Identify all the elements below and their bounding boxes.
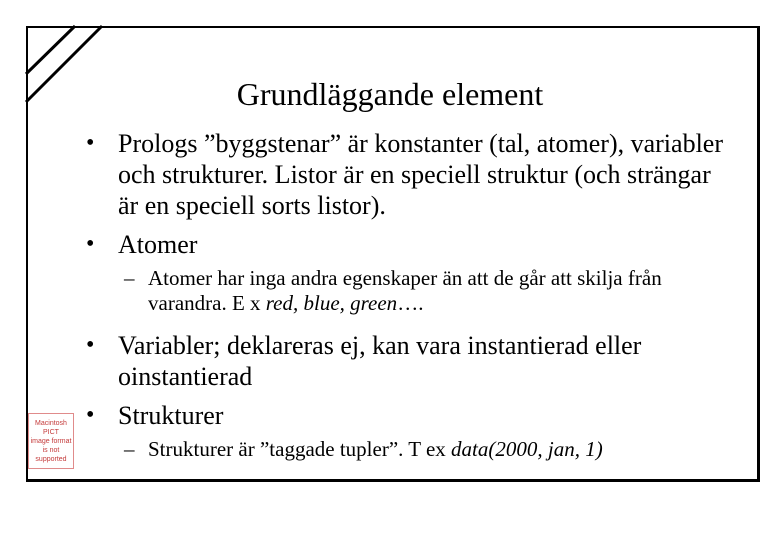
- slide-content: [86, 128, 726, 462]
- subbullet-atomer: [86, 266, 726, 316]
- subbullet-text: Strukturer är ”taggade tupler”. T ex: [148, 437, 452, 461]
- bullet-building-blocks: [86, 128, 726, 221]
- bullet-text: Strukturer: [118, 401, 224, 430]
- bullet-strukturer: [86, 400, 726, 431]
- subbullet-text: Atomer har inga andra egenskaper än att de går att skilja från varandra. E x: [148, 266, 662, 315]
- bullet-dot: •: [86, 130, 95, 156]
- subbullet-dash: –: [124, 266, 135, 290]
- subbullet-italic-example: data(2000, jan, 1): [451, 437, 603, 461]
- subbullet-strukturer: [86, 437, 726, 462]
- bullet-dot: •: [86, 231, 95, 257]
- bullet-atomer: [86, 229, 726, 260]
- bullet-dot: •: [86, 332, 95, 358]
- placeholder-line: image format: [30, 437, 72, 445]
- bullet-text: Atomer: [118, 230, 198, 259]
- placeholder-line: is not supported: [35, 446, 67, 463]
- placeholder-line: Macintosh PICT: [35, 419, 67, 436]
- subbullet-italic-example: red, blue, green: [265, 291, 398, 315]
- unsupported-image-placeholder: [28, 413, 74, 469]
- slide-title: Grundläggande element: [236, 76, 544, 112]
- bullet-text: Variabler; deklareras ej, kan vara instantierad eller oinstantierad: [118, 331, 642, 391]
- subbullet-suffix: ….: [397, 291, 424, 315]
- bullet-text: Prologs ”byggstenar” är konstanter (tal, atomer), variabler och strukturer. Listor är en speciell struktur (och strängar är en speciell sorts listor).: [118, 129, 723, 220]
- bullet-variabler: [86, 330, 726, 392]
- subbullet-dash: –: [124, 437, 135, 461]
- bullet-dot: •: [86, 402, 95, 428]
